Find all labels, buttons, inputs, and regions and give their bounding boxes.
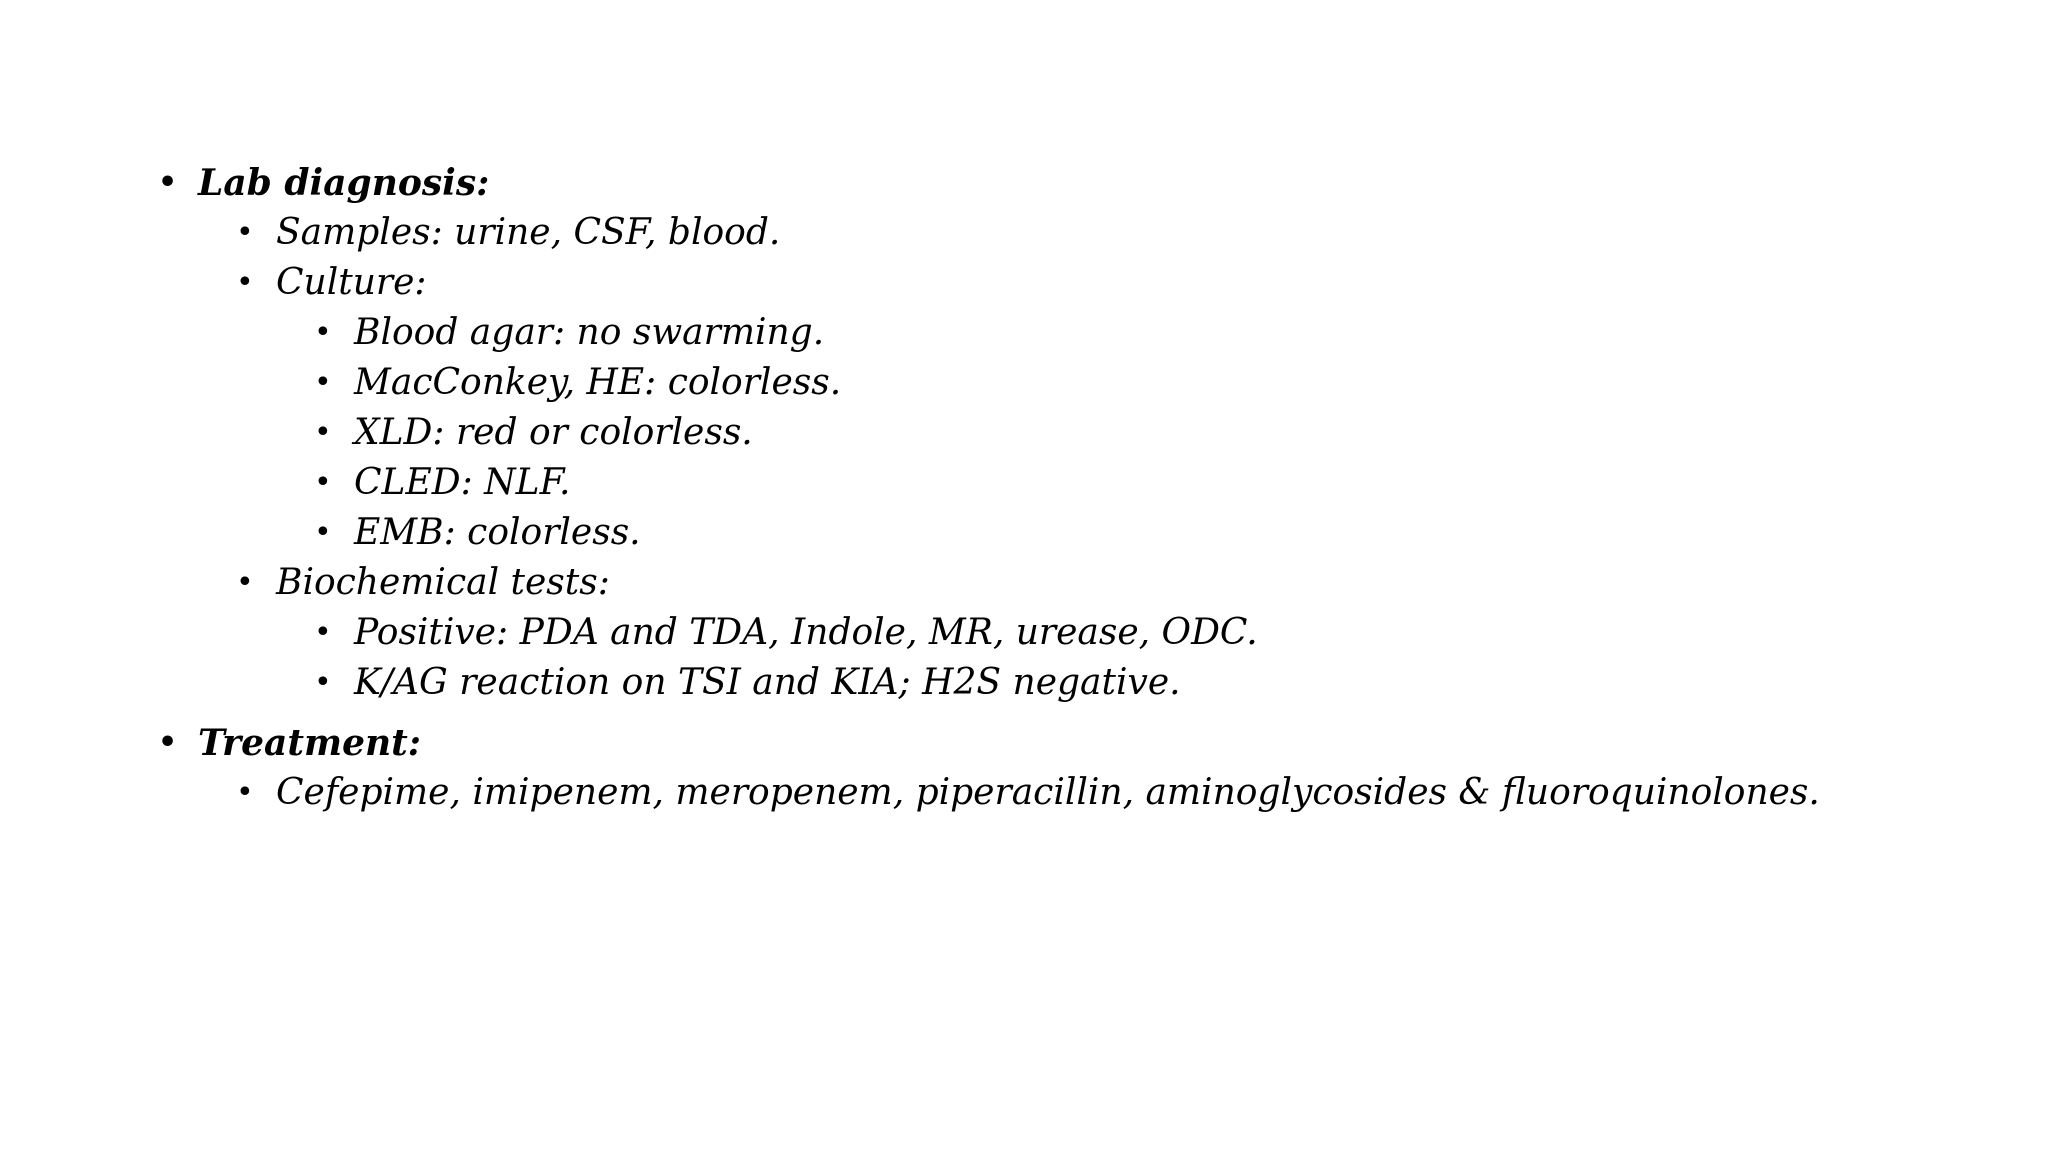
bullet-icon: •	[314, 515, 332, 550]
item-text: Samples: urine, CSF, blood.	[276, 212, 781, 253]
heading-lab-diagnosis	[150, 158, 2010, 208]
list-item-k-ag-reaction	[150, 658, 2010, 708]
heading-treatment	[150, 718, 2010, 768]
bullet-list	[150, 158, 2010, 818]
bullet-icon: •	[236, 215, 254, 250]
list-item-macconkey	[150, 358, 2010, 408]
item-text: Lab diagnosis:	[198, 162, 490, 204]
item-text: XLD: red or colorless.	[354, 412, 753, 453]
bullet-icon: •	[158, 725, 178, 760]
list-item-cled	[150, 458, 2010, 508]
list-item-blood-agar	[150, 308, 2010, 358]
list-item-biochemical-tests	[150, 558, 2010, 608]
bullet-icon: •	[314, 315, 332, 350]
item-text: Blood agar: no swarming.	[354, 312, 825, 353]
bullet-icon: •	[236, 265, 254, 300]
list-item-positive	[150, 608, 2010, 658]
bullet-icon: •	[236, 565, 254, 600]
bullet-icon: •	[158, 165, 178, 200]
item-text: Treatment:	[198, 722, 422, 764]
bullet-icon: •	[314, 365, 332, 400]
bullet-icon: •	[314, 665, 332, 700]
item-text: EMB: colorless.	[354, 512, 641, 553]
list-item-culture	[150, 258, 2010, 308]
item-text: K/AG reaction on TSI and KIA; H2S negative.	[354, 662, 1181, 703]
item-text: MacConkey, HE: colorless.	[354, 362, 842, 403]
item-text: Biochemical tests:	[276, 562, 610, 603]
bullet-icon: •	[236, 775, 254, 810]
item-text: Culture:	[276, 262, 427, 303]
item-text: Positive: PDA and TDA, Indole, MR, urease, ODC.	[354, 612, 1258, 653]
item-text: CLED: NLF.	[354, 462, 571, 503]
bullet-icon: •	[314, 415, 332, 450]
bullet-icon: •	[314, 465, 332, 500]
bullet-icon: •	[314, 615, 332, 650]
item-text: Cefepime, imipenem, meropenem, piperacillin, aminoglycosides & fluoroquinolones.	[276, 772, 1820, 813]
list-item-samples	[150, 208, 2010, 258]
list-item-emb	[150, 508, 2010, 558]
list-item-antibiotics	[150, 768, 2010, 818]
list-item-xld	[150, 408, 2010, 458]
